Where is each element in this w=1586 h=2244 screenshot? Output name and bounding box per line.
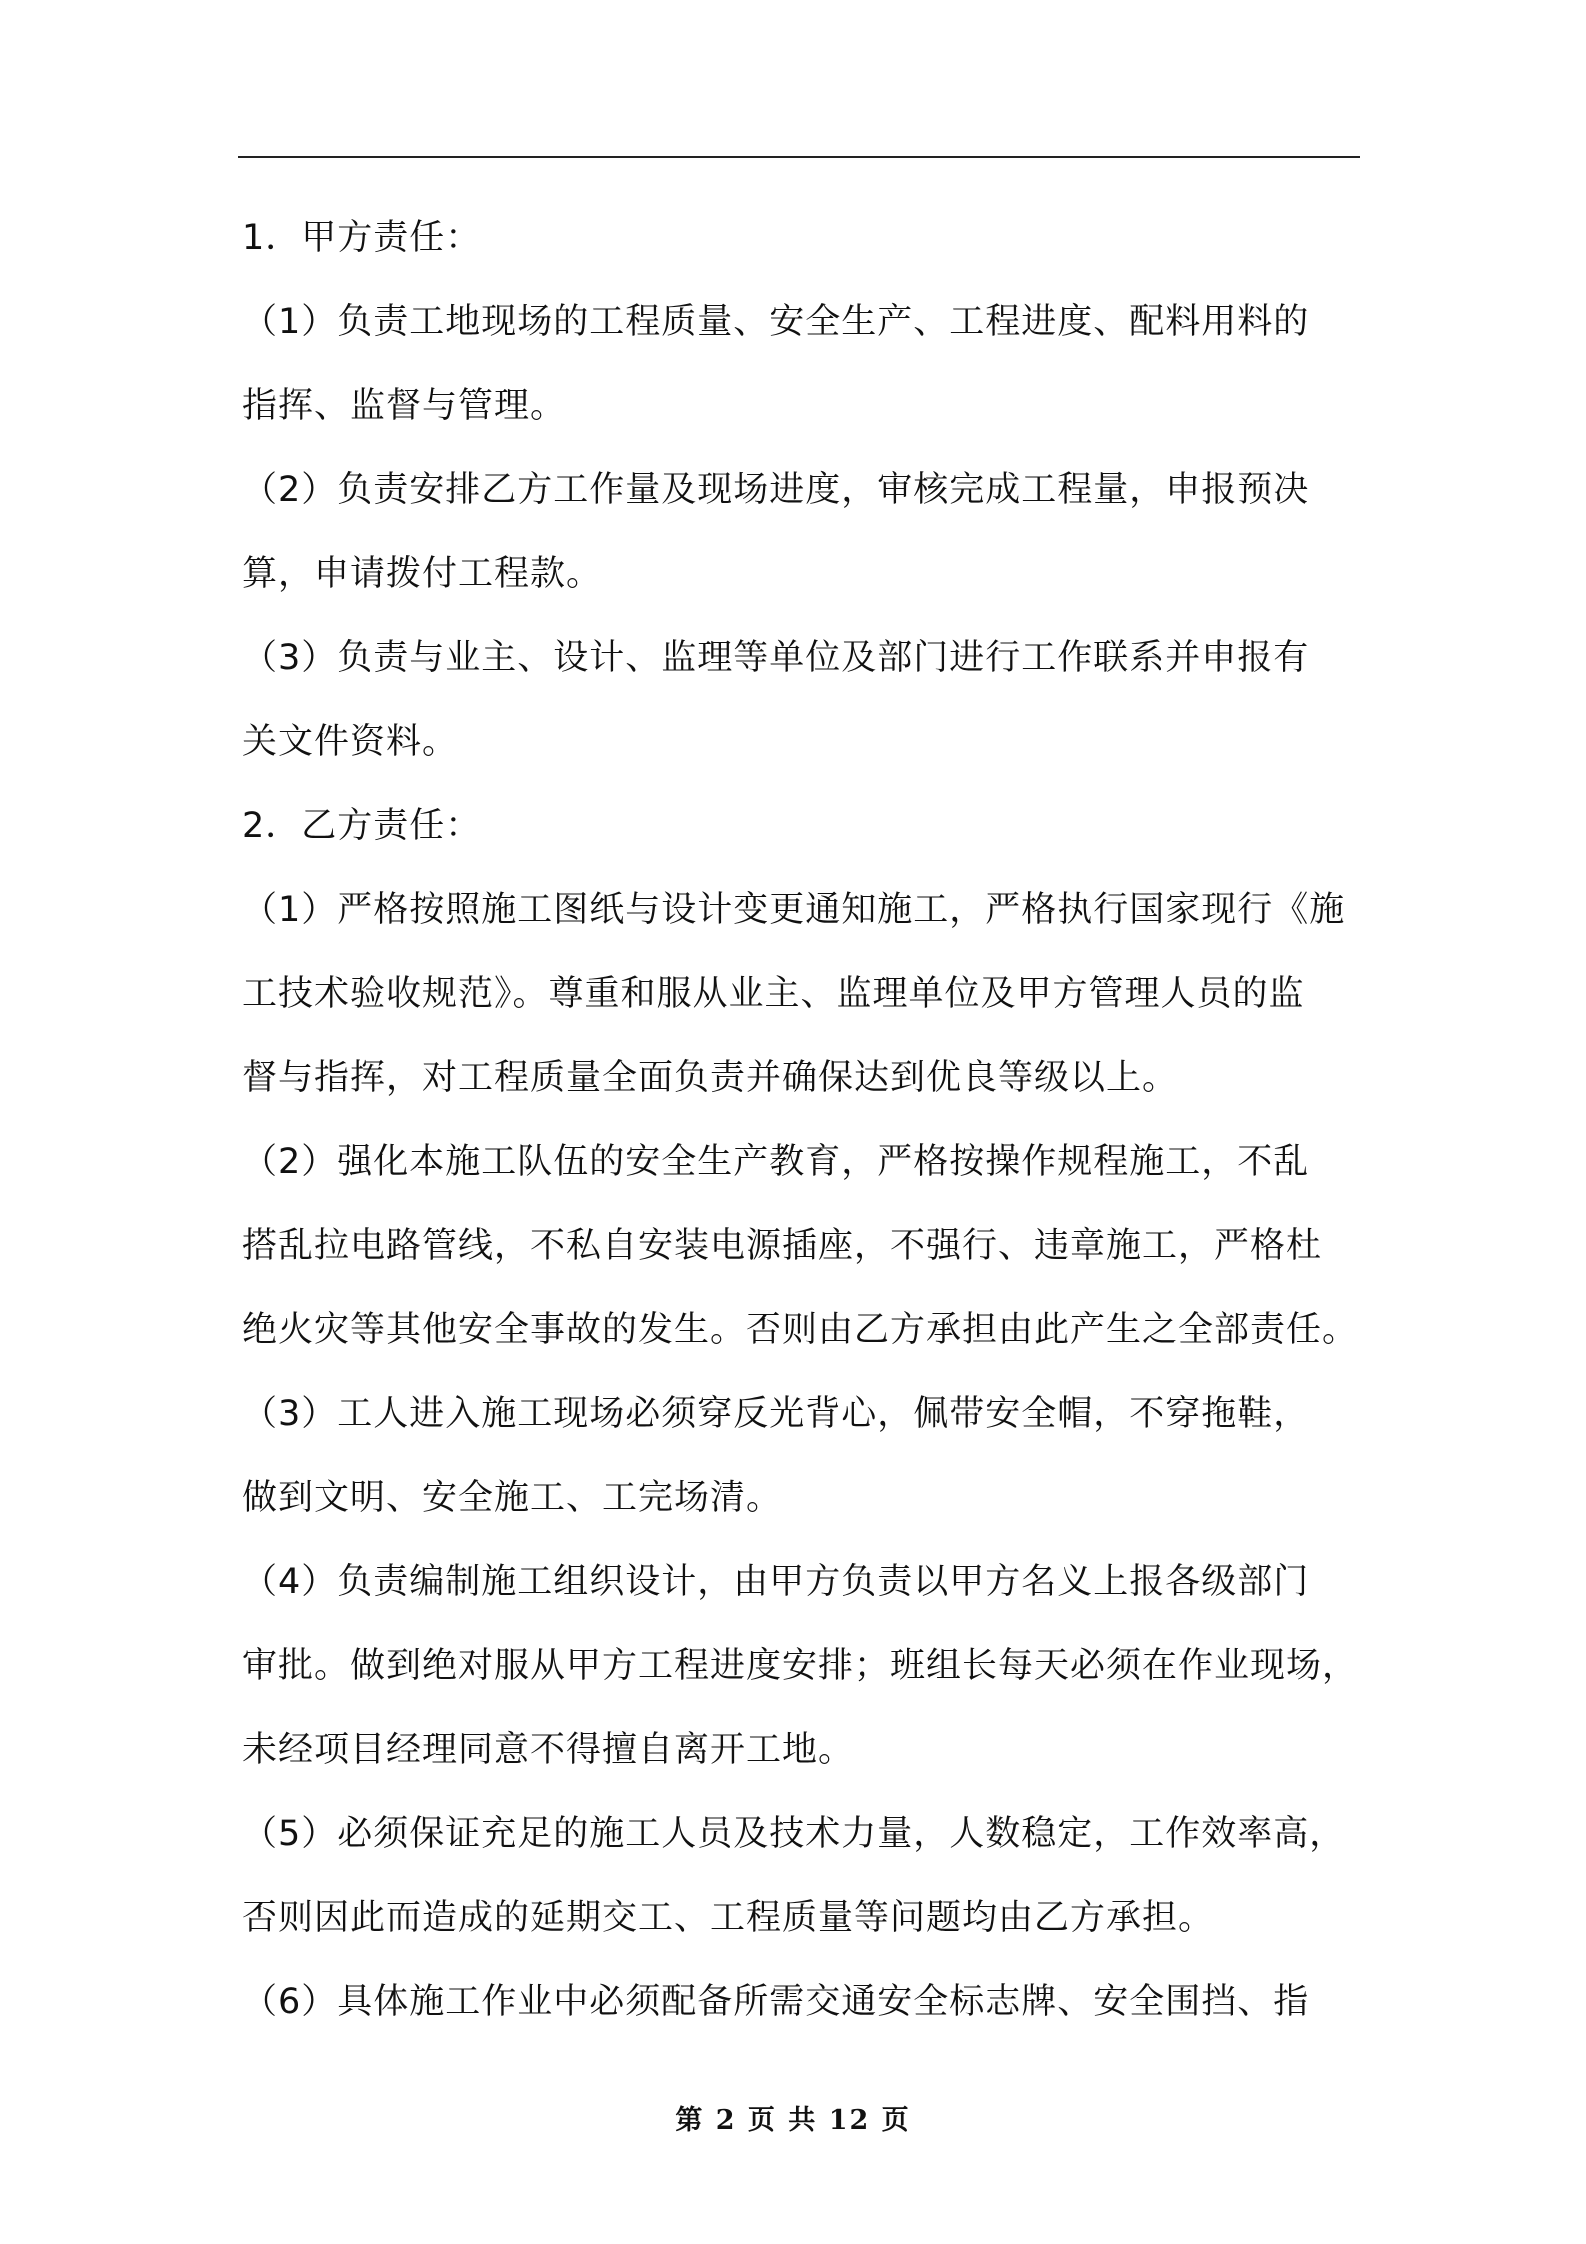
text-line: （3）工人进入施工现场必须穿反光背心，佩带安全帽，不穿拖鞋， — [242, 1394, 1310, 1434]
text-line: （1）严格按照施工图纸与设计变更通知施工，严格执行国家现行《施 — [242, 890, 1346, 930]
document-body — [242, 196, 1362, 2044]
text-line: （4）负责编制施工组织设计，由甲方负责以甲方名义上报各级部门 — [242, 1562, 1310, 1602]
text-line: （2）负责安排乙方工作量及现场进度，审核完成工程量，申报预决 — [242, 470, 1310, 510]
text-line: 工技术验收规范》。尊重和服从业主、监理单位及甲方管理人员的监 — [242, 974, 1305, 1014]
text-line: 1．甲方责任： — [242, 218, 482, 258]
text-line: 绝火灾等其他安全事故的发生。否则由乙方承担由此产生之全部责任。 — [242, 1310, 1359, 1350]
page-number-footer: 第 2 页 共 12 页 — [675, 2105, 911, 2136]
header-rule — [238, 156, 1360, 158]
text-line: 算，申请拨付工程款。 — [242, 554, 603, 594]
text-line: 指挥、监督与管理。 — [242, 386, 567, 426]
text-line: （3）负责与业主、设计、监理等单位及部门进行工作联系并申报有 — [242, 638, 1310, 678]
text-line: 未经项目经理同意不得擅自离开工地。 — [242, 1730, 855, 1770]
text-line: 关文件资料。 — [242, 722, 459, 762]
text-line: （2）强化本施工队伍的安全生产教育，严格按操作规程施工，不乱 — [242, 1142, 1310, 1182]
text-line: 做到文明、安全施工、工完场清。 — [242, 1478, 783, 1518]
text-line: （1）负责工地现场的工程质量、安全生产、工程进度、配料用料的 — [242, 302, 1310, 342]
text-line: 搭乱拉电路管线，不私自安装电源插座，不强行、违章施工，严格杜 — [242, 1226, 1323, 1266]
text-line: 2．乙方责任： — [242, 806, 482, 846]
text-line: （6）具体施工作业中必须配备所需交通安全标志牌、安全围挡、指 — [242, 1982, 1310, 2022]
text-line: （5）必须保证充足的施工人员及技术力量，人数稳定，工作效率高， — [242, 1814, 1346, 1854]
text-line: 否则因此而造成的延期交工、工程质量等问题均由乙方承担。 — [242, 1898, 1215, 1938]
text-line: 审批。做到绝对服从甲方工程进度安排；班组长每天必须在作业现场， — [242, 1646, 1359, 1686]
text-line: 督与指挥，对工程质量全面负责并确保达到优良等级以上。 — [242, 1058, 1179, 1098]
